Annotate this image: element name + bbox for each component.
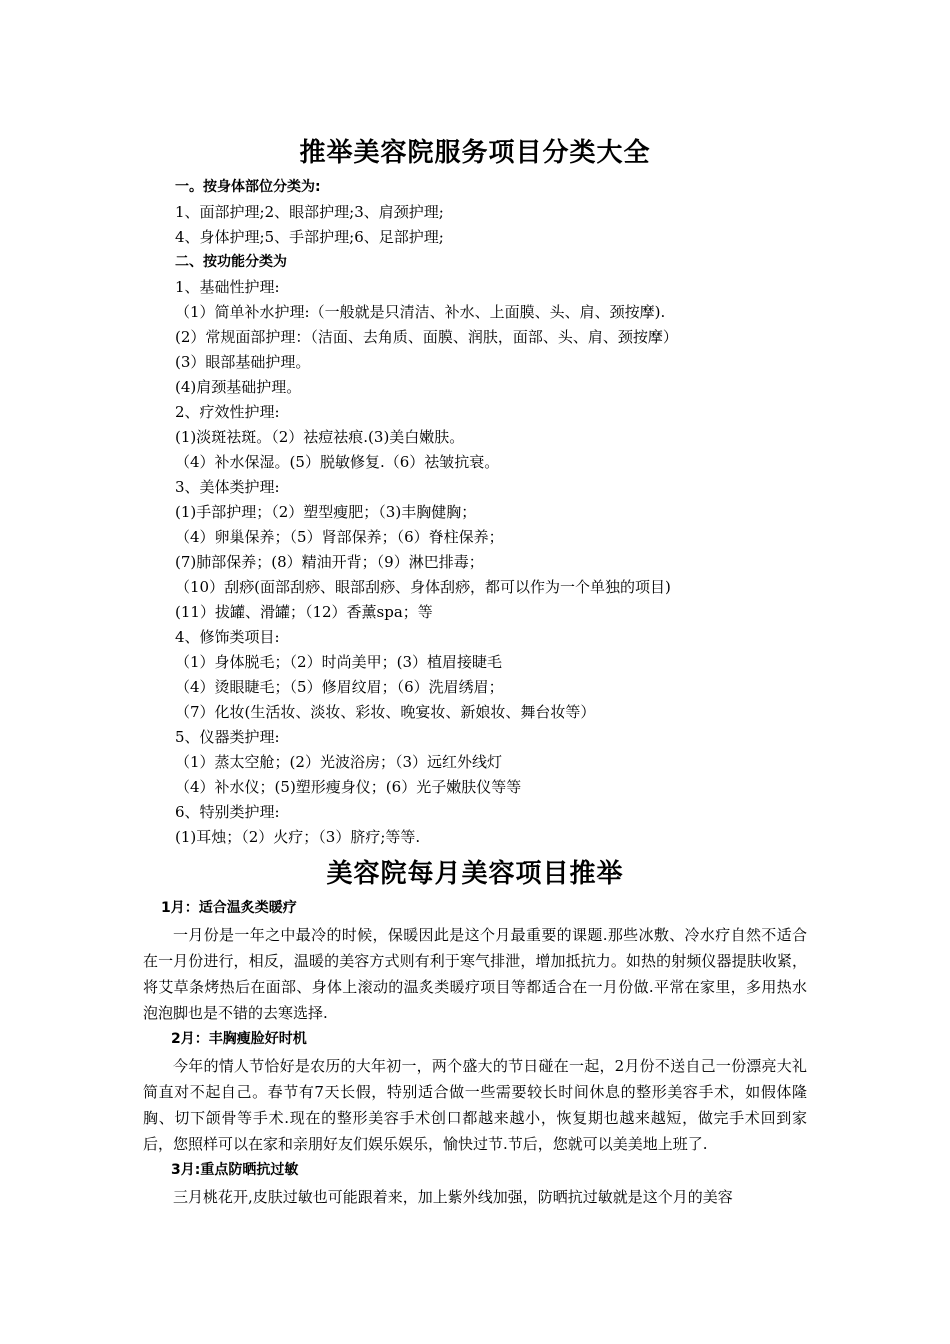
function-line: 6、特别类护理:	[175, 803, 280, 821]
classification-section	[175, 175, 815, 850]
function-line: 1、基础性护理:	[175, 278, 280, 296]
month-paragraph-february: 今年的情人节恰好是农历的大年初一，两个盛大的节日碰在一起，2月份不送自己一份漂亮大礼简直对不起自己。春节有7天长假，特别适合做一些需要较长时间休息的整形美容手术，如假体隆胸、切下颌骨等手术.现在的整形美容手术创口都越来越小，恢复期也越来越短，做完手术回到家后，您照样可以在家和亲朋好友们娱乐娱乐，愉快过节.节后，您就可以美美地上班了.	[143, 1057, 807, 1153]
body-part-line: 4、身体护理;5、手部护理;6、足部护理;	[175, 228, 444, 246]
function-line: (1)耳烛；（2）火疗；（3）脐疗;等等.	[175, 828, 421, 846]
month-heading-february: 2月：丰胸瘦脸好时机	[171, 1031, 307, 1047]
month-heading-march: 3月:重点防晒抗过敏	[171, 1162, 299, 1178]
function-line: 4、修饰类项目:	[175, 628, 280, 646]
function-line: （1）简单补水护理:（一般就是只清洁、补水、上面膜、头、肩、颈按摩).	[175, 303, 666, 321]
function-line: （1）蒸太空舱；(2）光波浴房；（3）远红外线灯	[175, 753, 502, 771]
function-line: （1）身体脱毛；（2）时尚美甲；(3）植眉接睫毛	[175, 653, 502, 671]
function-line: （7）化妆(生活妆、淡妆、彩妆、晚宴妆、新娘妆、舞台妆等）	[175, 703, 596, 721]
section-heading-function: 二、按功能分类为	[175, 254, 287, 270]
function-line: (3）眼部基础护理。	[175, 353, 311, 371]
monthly-title: 美容院每月美容项目推举	[326, 859, 624, 889]
function-line: 3、美体类护理:	[175, 478, 280, 496]
section-heading-body-part: 一。按身体部位分类为:	[175, 179, 321, 195]
function-line: (4)肩颈基础护理。	[175, 378, 302, 396]
function-line: （4）卵巢保养；（5）肾部保养；（6）脊柱保养；	[175, 528, 504, 546]
body-part-line: 1、面部护理;2、眼部护理;3、肩颈护理;	[175, 203, 444, 221]
function-line: (11）拔罐、滑罐；（12）香薰spa；等	[175, 603, 433, 621]
function-line: （4）烫眼睫毛；（5）修眉纹眉；（6）洗眉绣眉；	[175, 678, 504, 696]
month-heading-january: 1月：适合温炙类暖疗	[161, 900, 297, 916]
function-line: （4）补水仪；(5)塑形瘦身仪；(6）光子嫩肤仪等等	[175, 778, 522, 796]
function-line: （4）补水保湿。(5）脱敏修复.（6）祛皱抗衰。	[175, 453, 500, 471]
document-title: 推举美容院服务项目分类大全	[299, 138, 651, 168]
function-line: (2）常规面部护理：（洁面、去角质、面膜、润肤，面部、头、肩、颈按摩）	[175, 328, 678, 346]
month-paragraph-january: 一月份是一年之中最冷的时候，保暖因此是这个月最重要的课题.那些冰敷、冷水疗自然不适合在一月份进行，相反，温暖的美容方式则有利于寒气排泄，增加抵抗力。如热的射频仪器提肤收紧，将艾草条烤热后在面部、身体上滚动的温炙类暖疗项目等都适合在一月份做.平常在家里，多用热水泡泡脚也是不错的去寒选择.	[143, 926, 807, 1022]
function-line: (1)淡斑祛斑。（2）祛痘祛痕.(3)美白嫩肤。	[175, 428, 465, 446]
function-line: 2、疗效性护理:	[175, 403, 280, 421]
month-paragraph-march: 三月桃花开,皮肤过敏也可能跟着来，加上紫外线加强，防晒抗过敏就是这个月的美容	[173, 1188, 733, 1206]
function-line: （10）刮痧(面部刮痧、眼部刮痧、身体刮痧，都可以作为一个单独的项目)	[175, 578, 671, 596]
monthly-section	[143, 895, 807, 1210]
function-line: 5、仪器类护理:	[175, 728, 280, 746]
function-line: (1)手部护理；（2）塑型瘦肥；（3)丰胸健胸；	[175, 503, 477, 521]
function-line: (7)肺部保养；(8）精油开背；（9）淋巴排毒；	[175, 553, 484, 571]
